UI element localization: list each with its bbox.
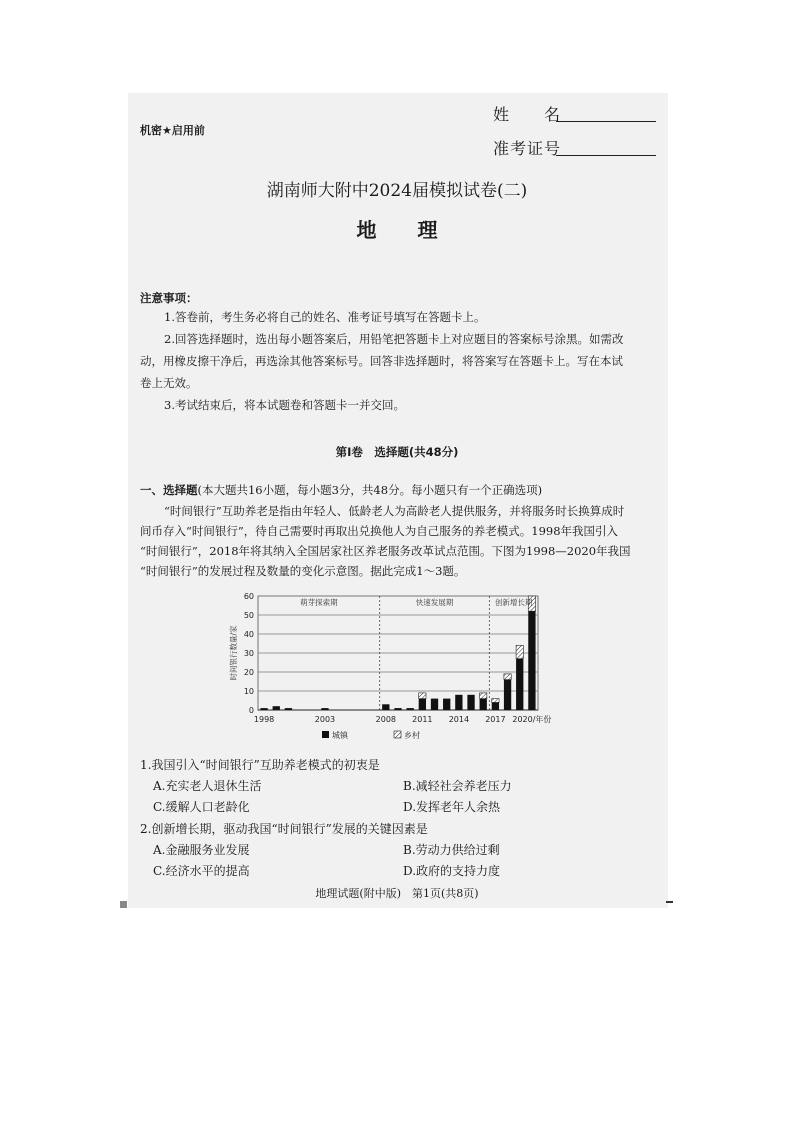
period-label: 快速发展期 <box>415 598 454 607</box>
bar-rural <box>516 645 523 658</box>
corner-dash <box>666 901 673 903</box>
x-tick-label: 2008 <box>375 715 397 724</box>
legend-urban: 城镇 <box>332 731 348 740</box>
question-2-stem: 2.创新增长期，驱动我国“时间银行”发展的关键因素是 <box>140 822 428 836</box>
bar-urban <box>321 708 328 710</box>
notice-item-2-line-1: 2.回答选择题时，选出每小题答案后，用铅笔把答题卡上对应题目的答案标号涂黑。如需改 <box>164 332 624 346</box>
y-tick-label: 30 <box>243 649 254 658</box>
question-2-option-b[interactable]: B.劳动力供给过剩 <box>403 843 500 857</box>
bar-urban <box>504 680 511 710</box>
bar-rural <box>419 693 426 699</box>
bar-urban <box>419 699 426 710</box>
time-bank-chart <box>220 586 580 746</box>
question-1-stem: 1.我国引入“时间银行”互助养老模式的初衷是 <box>140 758 380 772</box>
x-tick-label: 2014 <box>448 715 470 724</box>
x-tick-label: 1998 <box>253 715 275 724</box>
chart-labels <box>228 592 551 740</box>
section-label: 一、选择题 <box>140 483 198 497</box>
bar-urban <box>480 699 487 710</box>
bar-urban <box>285 708 292 710</box>
bar-urban <box>382 704 389 710</box>
question-1-option-b[interactable]: B.减轻社会养老压力 <box>403 779 512 793</box>
bar-urban <box>407 708 414 710</box>
page-footer: 地理试题(附中版) 第1页(共8页) <box>315 887 479 900</box>
bar-urban <box>394 708 401 710</box>
y-tick-label: 40 <box>243 630 254 639</box>
stem-line-4: “时间银行”的发展过程及数量的变化示意图。据此完成1～3题。 <box>140 564 466 578</box>
name-blank[interactable] <box>556 120 656 122</box>
y-tick-label: 10 <box>243 687 254 696</box>
stem-line-3: “时间银行”，2018年将其纳入全国居家社区养老服务改革试点范围。下图为1998—2020年我国 <box>140 544 631 558</box>
notice-item-1: 1.答卷前，考生务必将自己的姓名、准考证号填写在答题卡上。 <box>164 310 486 324</box>
bar-urban <box>492 702 499 710</box>
y-tick-label: 20 <box>243 668 254 677</box>
bar-urban <box>455 695 462 710</box>
bar-urban <box>516 659 523 710</box>
stem-line-1: “时间银行”互助养老是指由年轻人、低龄老人为高龄老人提供服务，并将服务时长换算成时 <box>164 504 625 518</box>
legend-rural: 乡村 <box>404 731 420 740</box>
part-1-title: 第Ⅰ卷 选择题(共48分) <box>335 445 459 459</box>
bar-urban <box>443 699 450 710</box>
question-2-option-c[interactable]: C.经济水平的提高 <box>153 864 250 878</box>
y-tick-label: 60 <box>243 592 254 601</box>
x-tick-label: 2011 <box>412 715 433 724</box>
question-1-option-d[interactable]: D.发挥老年人余热 <box>403 800 501 814</box>
bar-urban <box>528 611 535 710</box>
y-axis-label: 时间银行数量/家 <box>229 625 238 681</box>
exam-id-label: 准考证号 <box>493 139 562 158</box>
notice-item-2-line-3: 卷上无效。 <box>140 376 198 390</box>
question-1-option-c[interactable]: C.缓解人口老龄化 <box>153 800 250 814</box>
notice-item-3: 3.考试结束后，将本试题卷和答题卡一并交回。 <box>164 398 405 412</box>
x-tick-label: 2017 <box>485 715 506 724</box>
notice-heading: 注意事项： <box>140 291 198 305</box>
period-label: 创新增长期 <box>494 598 533 607</box>
exam-id-blank[interactable] <box>556 154 656 156</box>
bar-urban <box>431 699 438 710</box>
secret-label: 机密★启用前 <box>140 124 205 137</box>
bar-urban <box>273 706 280 710</box>
x-tick-label: 2020/年份 <box>512 715 552 724</box>
stem-line-2: 间币存入“时间银行”，待自己需要时再取出兑换他人为自己服务的养老模式。1998年我国引入 <box>140 524 619 538</box>
legend-swatch-urban <box>322 731 329 738</box>
bar-rural <box>492 699 499 703</box>
notice-item-2-line-2: 动，用橡皮擦干净后，再选涂其他答案标号。回答非选择题时，将答案写在答题卡上。写在本试 <box>140 354 623 368</box>
x-tick-label: 2003 <box>314 715 336 724</box>
bar-rural <box>504 674 511 680</box>
question-2-option-a[interactable]: A.金融服务业发展 <box>153 843 250 857</box>
subject-title: 地 理 <box>356 218 438 242</box>
period-label: 萌芽探索期 <box>300 598 338 607</box>
exam-title: 湖南师大附中2024届模拟试卷(二) <box>266 181 528 201</box>
bar-rural <box>480 693 487 699</box>
legend-swatch-rural <box>394 731 401 738</box>
section-desc: (本大题共16小题，每小题3分，共48分。每小题只有一个正确选项) <box>197 483 543 497</box>
bar-urban <box>467 695 474 710</box>
corner-mark <box>120 901 127 908</box>
bar-urban <box>260 708 267 710</box>
question-1-option-a[interactable]: A.充实老人退休生活 <box>153 779 262 793</box>
name-label: 姓 名 <box>493 105 562 124</box>
y-tick-label: 0 <box>248 706 254 715</box>
chart-grid <box>258 596 538 710</box>
question-2-option-d[interactable]: D.政府的支持力度 <box>403 864 501 878</box>
section-heading <box>140 482 542 498</box>
y-tick-label: 50 <box>243 611 254 620</box>
